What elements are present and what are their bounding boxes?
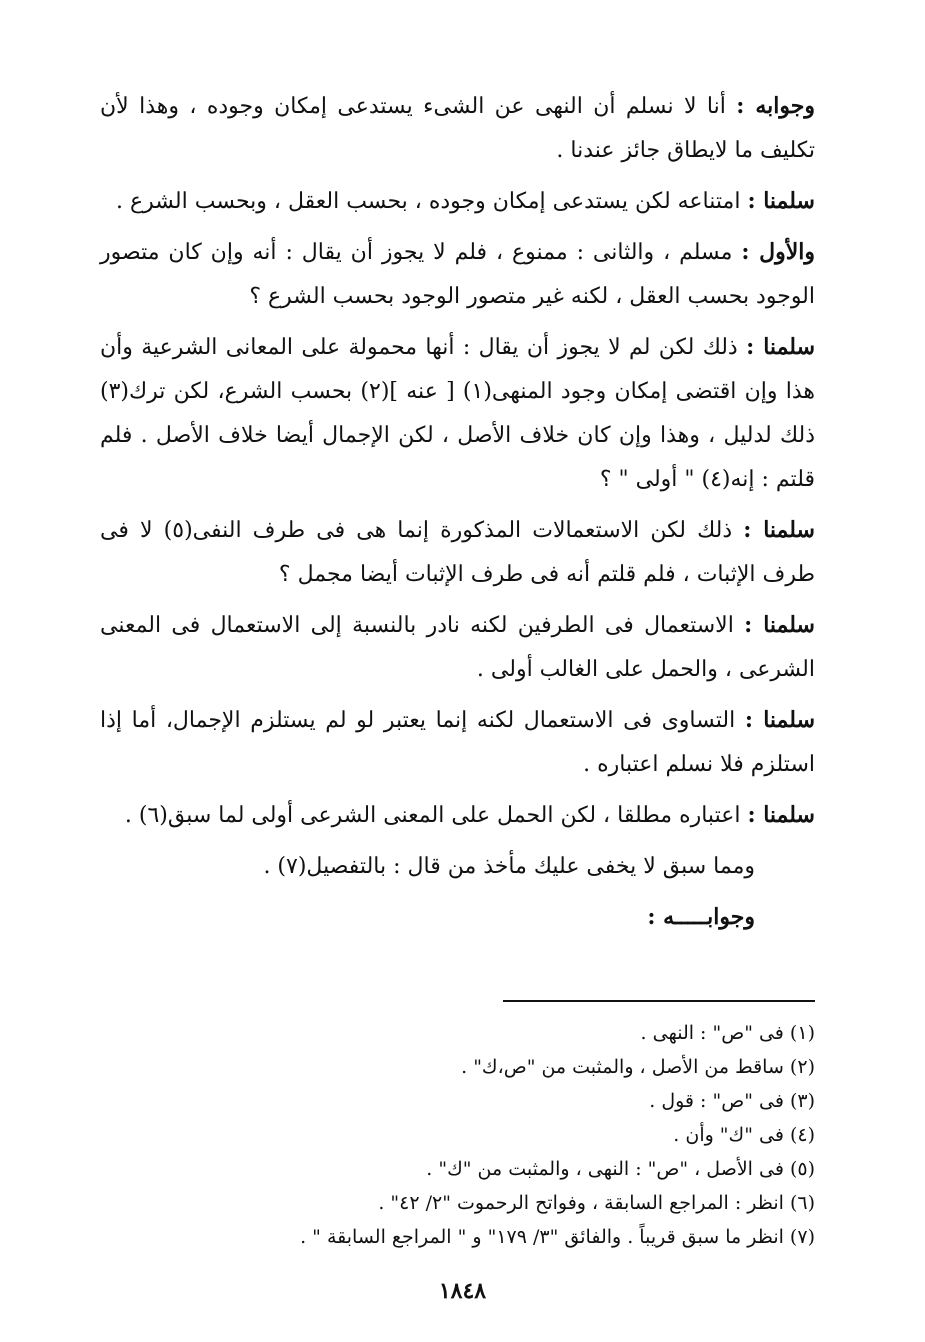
paragraph [100, 179, 815, 224]
footnote: (٤) فى "ك" وأن . [673, 1124, 815, 1146]
paragraph-text: مسلم ، والثانى : ممنوع ، فلم لا يجوز أن يقال : أنه وإن كان متصور الوجود بحسب العقل ، لكنه غير متصور الوجود بحسب الشرع ؟ [100, 240, 815, 309]
paragraph-text: ومما سبق لا يخفى عليك مأخذ من قال : بالتفصيل(٧) . [263, 854, 755, 879]
paragraph-lead: سلمنا : [747, 802, 815, 828]
paragraph-text: ذلك لكن لم لا يجوز أن يقال : أنها محمولة على المعانى الشرعية وأن هذا وإن اقتضى إمكان وجود المنهى(١) [ عنه ](٢) بحسب الشرع، لكن ترك(٣) ذلك لدليل ، وهذا وإن كان خلاف الأصل ، لكن الإجمال أيضا خلاف الأصل . فلم قلتم : إنه(٤) " أولى " ؟ [100, 335, 816, 492]
paragraph-lead: سلمنا : [746, 334, 816, 360]
paragraph-lead: سلمنا : [744, 612, 815, 638]
paragraph [100, 895, 815, 940]
footnote: (١) فى "ص" : النهى . [640, 1022, 815, 1044]
page-number: ١٨٤٨ [438, 1278, 487, 1304]
paragraph-text: امتناعه لكن يستدعى إمكان وجوده ، بحسب العقل ، وبحسب الشرع . [116, 189, 748, 214]
footnote: (٢) ساقط من الأصل ، والمثبت من "ص،ك" . [461, 1056, 815, 1078]
paragraph-text: أنا لا نسلم أن النهى عن الشىء يستدعى إمكان وجوده ، وهذا لأن تكليف ما لايطاق جائز عندنا . [100, 94, 815, 163]
footnote: (٣) فى "ص" : قول . [649, 1090, 815, 1112]
paragraph [100, 508, 815, 597]
paragraph [100, 230, 815, 319]
paragraph [100, 603, 815, 692]
paragraph-lead: سلمنا : [743, 517, 815, 543]
paragraph [100, 325, 815, 502]
paragraph-lead: وجوابـــــه : [647, 904, 755, 930]
paragraph [100, 793, 815, 838]
footnote: (٧) انظر ما سبق قريباً . والفائق "٣/ ١٧٩" و " المراجع السابقة " . [300, 1226, 815, 1248]
footnotes [100, 1016, 815, 1254]
footnote: (٦) انظر : المراجع السابقة ، وفواتح الرحموت "٢/ ٤٢" . [378, 1192, 815, 1214]
main-text [100, 84, 815, 946]
paragraph [100, 84, 815, 173]
paragraph-lead: سلمنا : [747, 188, 815, 214]
paragraph-text: التساوى فى الاستعمال لكنه إنما يعتبر لو لم يستلزم الإجمال، أما إذا استلزم فلا نسلم اعتباره . [100, 708, 815, 777]
paragraph [100, 844, 815, 889]
footnote-divider [503, 1000, 815, 1002]
footnote: (٥) فى الأصل ، "ص" : النهى ، والمثبت من "ك" . [426, 1158, 815, 1180]
paragraph-text: الاستعمال فى الطرفين لكنه نادر بالنسبة إلى الاستعمال فى المعنى الشرعى ، والحمل على الغالب أولى . [100, 613, 815, 682]
paragraph [100, 698, 815, 787]
paragraph-lead: سلمنا : [744, 707, 815, 733]
paragraph-text: ذلك لكن الاستعمالات المذكورة إنما هى فى طرف النفى(٥) لا فى طرف الإثبات ، فلم قلتم أنه فى طرف الإثبات أيضا مجمل ؟ [100, 518, 815, 587]
paragraph-lead: والأول : [741, 239, 815, 265]
paragraph-text: اعتباره مطلقا ، لكن الحمل على المعنى الشرعى أولى لما سبق(٦) . [124, 803, 748, 828]
paragraph-lead: وجوابه : [736, 93, 815, 119]
